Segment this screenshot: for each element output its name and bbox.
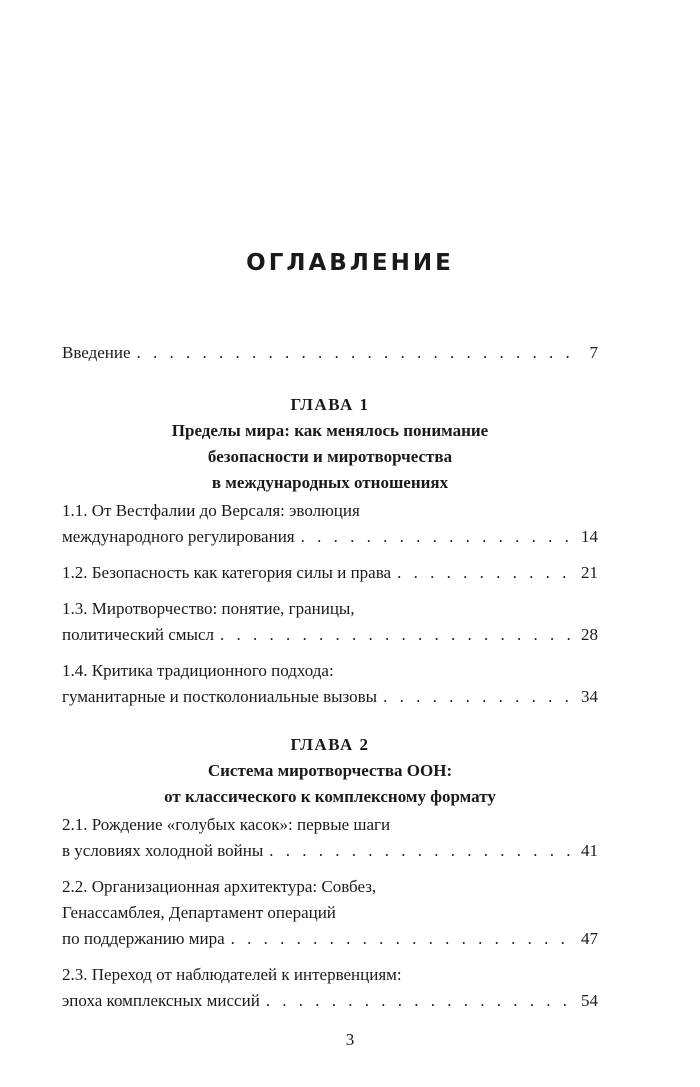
toc-entry-2-2[interactable]: [62, 874, 598, 952]
toc-entry-1-2[interactable]: [62, 560, 598, 586]
toc-entry-line: по поддержанию мира: [62, 929, 225, 948]
toc-entry-line: 1.2. Безопасность как категория силы и права: [62, 563, 392, 582]
toc-entry-1-4[interactable]: [62, 658, 598, 710]
leader-dots: [231, 926, 570, 952]
toc-entry-2-1[interactable]: [62, 812, 598, 864]
toc-page-number: 34: [581, 687, 598, 706]
chapter-heading-2: [62, 732, 598, 810]
chapter-title-line: безопасности и миротворчества: [207, 447, 453, 466]
chapter-title-line: от классического к комплексному формату: [164, 787, 496, 806]
toc-page-number: 41: [581, 841, 598, 860]
table-of-contents: [62, 340, 598, 1014]
toc-page-number: 54: [581, 991, 598, 1010]
toc-entry-line: гуманитарные и постколониальные вызовы: [62, 687, 378, 706]
toc-entry-line: Генассамблея, Департамент операций: [62, 903, 336, 922]
leader-dots: [301, 524, 570, 550]
toc-page-number: 28: [581, 625, 598, 644]
toc-entry-line: 2.2. Организационная архитектура: Совбез,: [62, 877, 377, 896]
toc-entry-line: эпоха комплексных миссий: [62, 991, 260, 1010]
toc-heading: ОГЛАВЛЕНИЕ: [246, 250, 454, 276]
toc-page-number: 47: [581, 929, 598, 948]
page-number: 3: [345, 1030, 355, 1049]
toc-entry-line: 1.1. От Вестфалии до Версаля: эволюция: [62, 501, 360, 520]
leader-dots: [397, 560, 570, 586]
toc-entry-line: международного регулирования: [62, 527, 295, 546]
toc-entry-line: политический смысл: [62, 625, 215, 644]
chapter-title-line: Пределы мира: как менялось понимание: [171, 421, 489, 440]
chapter-label: ГЛАВА 2: [290, 735, 370, 754]
leader-dots: [269, 838, 570, 864]
chapter-label: ГЛАВА 1: [290, 395, 370, 414]
chapter-title-line: Система миротворчества ООН:: [207, 761, 453, 780]
toc-page-number: 7: [589, 343, 598, 362]
toc-entry-line: 1.3. Миротворчество: понятие, границы,: [62, 599, 355, 618]
chapter-title-line: в международных отношениях: [211, 473, 449, 492]
toc-entry-introduction[interactable]: [62, 340, 598, 366]
toc-entry-line: 2.1. Рождение «голубых касок»: первые шаги: [62, 815, 391, 834]
leader-dots: [137, 340, 570, 366]
toc-entry-line: в условиях холодной войны: [62, 841, 264, 860]
toc-entry-title: Введение: [62, 343, 131, 362]
leader-dots: [266, 988, 570, 1014]
leader-dots: [220, 622, 570, 648]
chapter-heading-1: [62, 392, 598, 496]
toc-page-number: 14: [581, 527, 598, 546]
toc-page-number: 21: [581, 563, 598, 582]
toc-entry-line: 2.3. Переход от наблюдателей к интервенциям:: [62, 965, 402, 984]
toc-entry-2-3[interactable]: [62, 962, 598, 1014]
toc-entry-1-1[interactable]: [62, 498, 598, 550]
toc-entry-line: 1.4. Критика традиционного подхода:: [62, 661, 334, 680]
leader-dots: [383, 684, 570, 710]
toc-entry-1-3[interactable]: [62, 596, 598, 648]
